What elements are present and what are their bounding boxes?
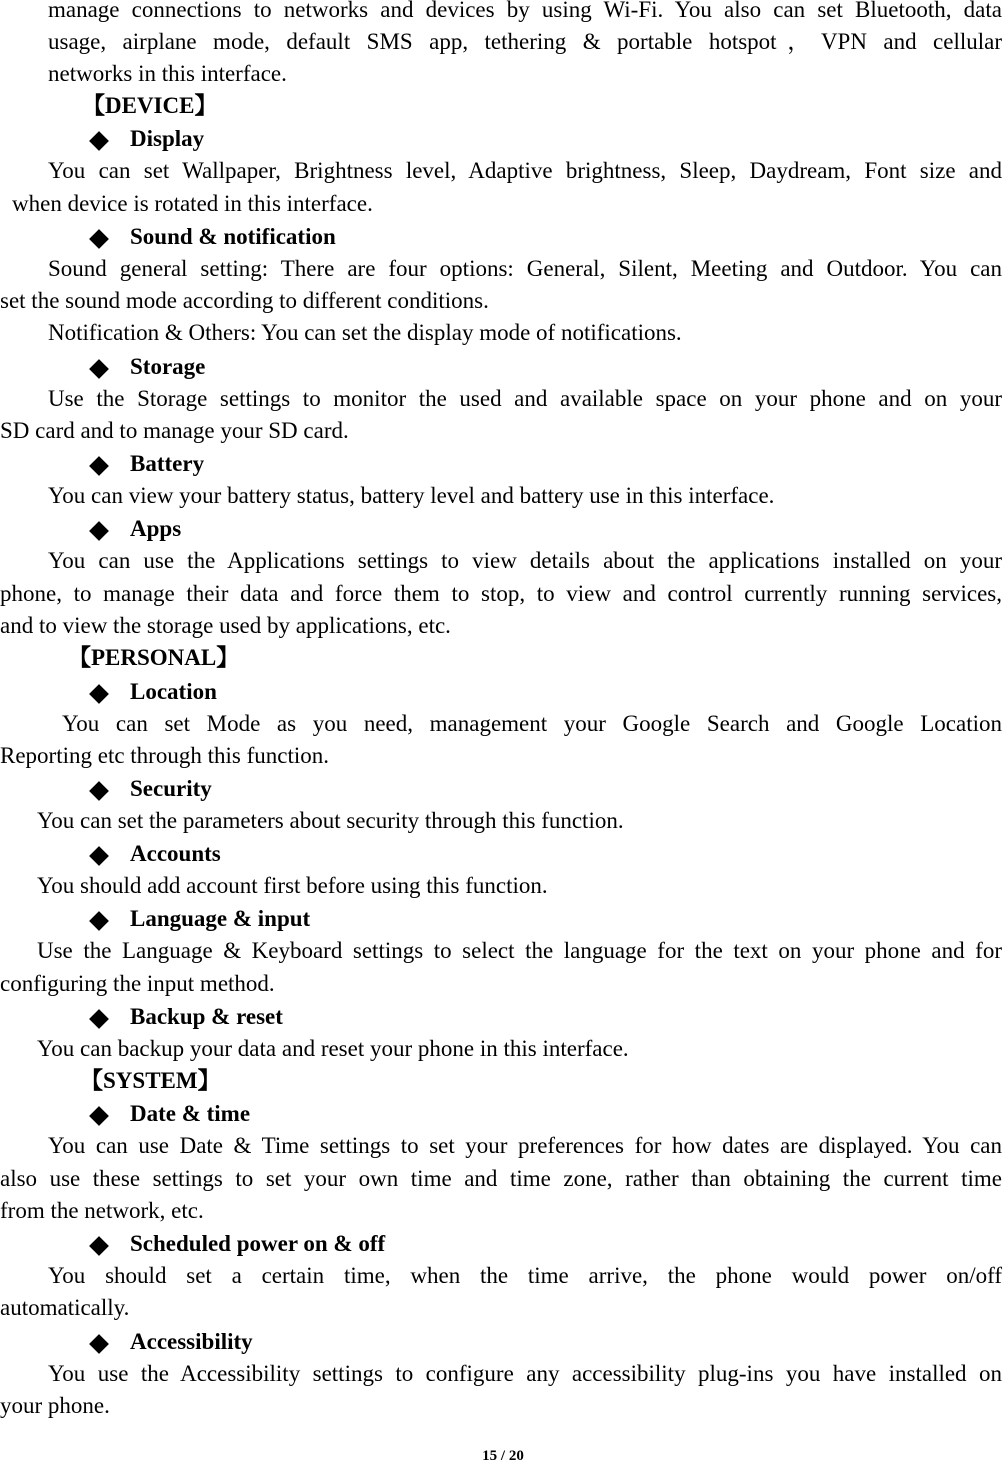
paragraph-line: You can set the parameters about security through this function. (37, 808, 624, 833)
diamond-bullet-icon (89, 781, 109, 801)
diamond-bullet-icon (89, 1236, 109, 1256)
paragraph-line: Notification & Others: You can set the display mode of notifications. (48, 320, 682, 345)
paragraph-line: SD card and to manage your SD card. (0, 418, 349, 443)
diamond-bullet-icon (89, 1106, 109, 1126)
paragraph-line: also use these settings to set your own time and time zone, rather than obtaining the current time (0, 1166, 1002, 1191)
intro-line-2: usage, airplane mode, default SMS app, tethering & portable hotspot，VPN and cellular (48, 29, 1002, 54)
paragraph-line: You can set Wallpaper, Brightness level, Adaptive brightness, Sleep, Daydream, Font size and (48, 158, 1002, 183)
heading-battery: Battery (130, 451, 205, 476)
paragraph-line: your phone. (0, 1393, 110, 1418)
paragraph-line: from the network, etc. (0, 1198, 204, 1223)
diamond-bullet-icon (89, 229, 109, 249)
paragraph-line: and to view the storage used by applications, etc. (0, 613, 451, 638)
diamond-bullet-icon (89, 1009, 109, 1029)
paragraph-line: set the sound mode according to different conditions. (0, 288, 489, 313)
diamond-bullet-icon (89, 521, 109, 541)
section-personal: 【PERSONAL】 (68, 645, 240, 670)
paragraph-line: Use the Language & Keyboard settings to select the language for the text on your phone and for (37, 938, 1002, 963)
paragraph-line: You should set a certain time, when the time arrive, the phone would power on/off (48, 1263, 1002, 1288)
diamond-bullet-icon (89, 846, 109, 866)
heading-apps: Apps (130, 516, 182, 541)
paragraph-line: You can set Mode as you need, management your Google Search and Google Location (62, 711, 1002, 736)
diamond-bullet-icon (89, 456, 109, 476)
paragraph-line: Reporting etc through this function. (0, 743, 329, 768)
section-device: 【DEVICE】 (82, 93, 218, 118)
paragraph-line: configuring the input method. (0, 971, 275, 996)
page-number: 15 / 20 (482, 1448, 524, 1464)
paragraph-line: You can view your battery status, battery level and battery use in this interface. (48, 483, 775, 508)
heading-scheduled-power: Scheduled power on & off (130, 1231, 386, 1256)
heading-display: Display (130, 126, 205, 151)
paragraph-line: You use the Accessibility settings to configure any accessibility plug-ins you have installed on (48, 1361, 1002, 1386)
paragraph-line: You should add account first before using this function. (37, 873, 548, 898)
intro-line-3: networks in this interface. (48, 61, 287, 86)
paragraph-line: phone, to manage their data and force them to stop, to view and control currently running services, (0, 581, 1002, 606)
paragraph-line: You can backup your data and reset your phone in this interface. (37, 1036, 629, 1061)
heading-date-time: Date & time (130, 1101, 251, 1126)
paragraph-line: automatically. (0, 1295, 130, 1320)
heading-location: Location (130, 679, 217, 704)
diamond-bullet-icon (89, 1334, 109, 1354)
paragraph-line: Use the Storage settings to monitor the used and available space on your phone and on your (48, 386, 1002, 411)
diamond-bullet-icon (89, 359, 109, 379)
heading-storage: Storage (130, 354, 206, 379)
heading-security: Security (130, 776, 212, 801)
heading-accounts: Accounts (130, 841, 221, 866)
diamond-bullet-icon (89, 131, 109, 151)
paragraph-line: when device is rotated in this interface. (12, 191, 373, 216)
paragraph-line: Sound general setting: There are four options: General, Silent, Meeting and Outdoor. You can (48, 256, 1002, 281)
heading-sound-notification: Sound & notification (130, 224, 336, 249)
section-system: 【SYSTEM】 (80, 1068, 221, 1093)
heading-backup-reset: Backup & reset (130, 1004, 283, 1029)
intro-line-1: manage connections to networks and devices by using Wi-Fi. You also can set Bluetooth, data (48, 0, 1002, 22)
paragraph-line: You can use Date & Time settings to set your preferences for how dates are displayed. You can (48, 1133, 1002, 1158)
diamond-bullet-icon (89, 684, 109, 704)
heading-accessibility: Accessibility (130, 1329, 253, 1354)
heading-language-input: Language & input (130, 906, 311, 931)
paragraph-line: You can use the Applications settings to view details about the applications installed on your (48, 548, 1002, 573)
diamond-bullet-icon (89, 911, 109, 931)
